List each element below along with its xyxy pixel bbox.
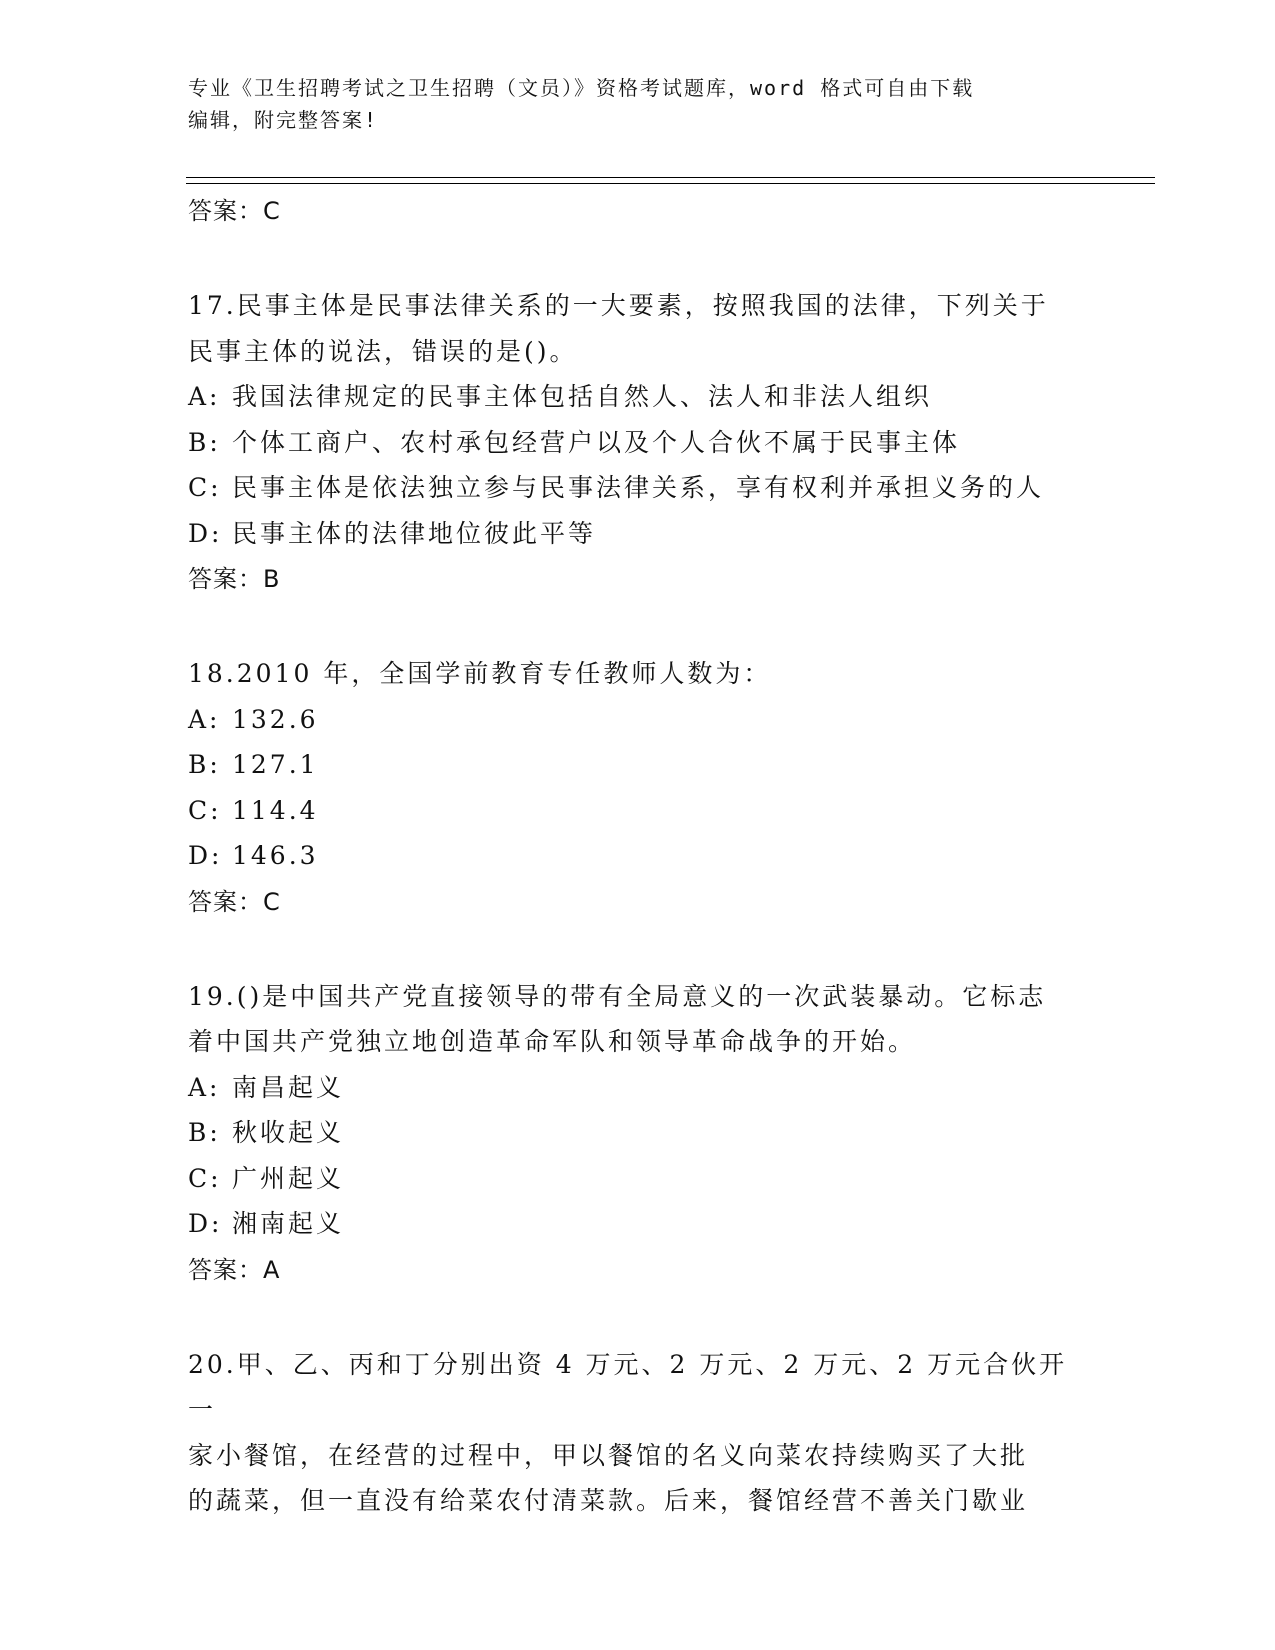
question-19 xyxy=(188,974,1088,1293)
answer-line: 答案：C xyxy=(188,197,281,225)
option-letter: C: xyxy=(188,795,222,825)
option-letter: D: xyxy=(188,841,223,870)
option-text: 民事主体的法律地位彼此平等 xyxy=(232,518,597,548)
option-b xyxy=(188,742,1088,788)
option-text: 广州起义 xyxy=(232,1163,345,1193)
option-text: 南昌起义 xyxy=(232,1072,345,1102)
option-text: 132.6 xyxy=(232,704,319,734)
option-d xyxy=(188,1201,1088,1247)
option-text: 个体工商户、农村承包经营户以及个人合伙不属于民事主体 xyxy=(232,427,961,457)
option-letter: C: xyxy=(188,473,222,502)
option-c xyxy=(188,465,1088,511)
header-line-2: 编辑，附完整答案! xyxy=(188,108,379,132)
question-stem-line: 民事主体的说法，错误的是()。 xyxy=(188,336,578,366)
option-text: 秋收起义 xyxy=(232,1118,345,1147)
question-stem-line: 17.民事主体是民事法律关系的一大要素，按照我国的法律，下列关于 xyxy=(188,291,1049,320)
option-text: 146.3 xyxy=(232,841,319,870)
header-line-1: 专业《卫生招聘考试之卫生招聘（文员）》资格考试题库，word 格式可自由下载 xyxy=(188,76,975,100)
option-a xyxy=(188,374,1088,420)
option-b xyxy=(188,420,1088,466)
option-text: 民事主体是依法独立参与民事法律关系，享有权利并承担义务的人 xyxy=(232,473,1045,502)
question-18 xyxy=(188,651,1088,925)
option-letter: B: xyxy=(188,750,221,779)
option-text: 我国法律规定的民事主体包括自然人、法人和非法人组织 xyxy=(232,382,933,411)
option-text: 127.1 xyxy=(232,750,319,779)
answer-line: 答案：A xyxy=(188,1255,281,1284)
option-c xyxy=(188,788,1088,834)
question-stem-line: 家小餐馆，在经营的过程中，甲以餐馆的名义向菜农持续购买了大批 xyxy=(188,1440,1029,1470)
answer-line: 答案：C xyxy=(188,887,281,916)
document-header xyxy=(188,72,1088,136)
question-17 xyxy=(188,283,1088,602)
option-d xyxy=(188,511,1088,557)
option-letter: B: xyxy=(188,427,221,457)
option-letter: D: xyxy=(188,1209,223,1238)
option-d xyxy=(188,833,1088,879)
question-stem-line: 20.甲、乙、丙和丁分别出资 4 万元、2 万元、2 万元、2 万元合伙开一 xyxy=(188,1349,1068,1424)
option-letter: A: xyxy=(188,704,221,734)
option-text: 湘南起义 xyxy=(232,1209,345,1238)
option-letter: B: xyxy=(188,1118,221,1147)
question-stem-line: 19.()是中国共产党直接领导的带有全局意义的一次武装暴动。它标志 xyxy=(188,981,1047,1011)
answer-line: 答案：B xyxy=(188,565,281,593)
question-stem-line: 着中国共产党独立地创造革命军队和领导革命战争的开始。 xyxy=(188,1027,917,1056)
question-stem-line: 的蔬菜，但一直没有给菜农付清菜款。后来，餐馆经营不善关门歇业 xyxy=(188,1486,1029,1515)
question-20 xyxy=(188,1342,1088,1524)
option-c xyxy=(188,1156,1088,1202)
option-a xyxy=(188,697,1088,743)
header-divider-bottom xyxy=(186,183,1155,184)
option-text: 114.4 xyxy=(232,795,319,825)
option-a xyxy=(188,1065,1088,1111)
option-b xyxy=(188,1110,1088,1156)
question-stem-line: 18.2010 年，全国学前教育专任教师人数为： xyxy=(188,659,772,688)
header-divider-top xyxy=(186,177,1155,178)
option-letter: A: xyxy=(188,382,221,411)
option-letter: D: xyxy=(188,518,223,548)
option-letter: C: xyxy=(188,1163,222,1193)
option-letter: A: xyxy=(188,1072,221,1102)
document-body xyxy=(188,188,1088,1524)
